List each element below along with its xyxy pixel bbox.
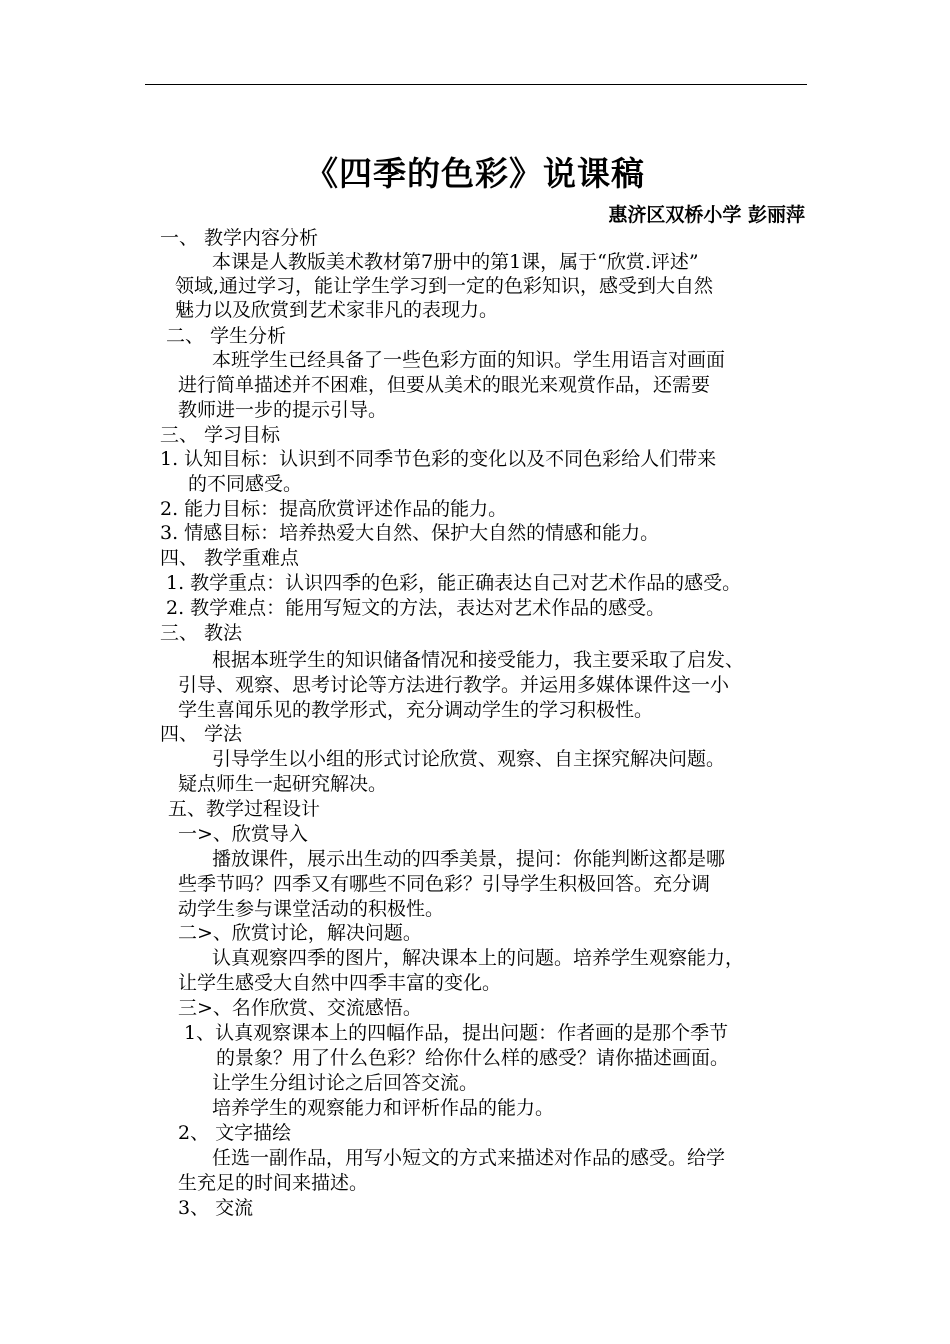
paragraph-line: 播放课件，展示出生动的四季美景，提问：你能判断这都是哪 — [212, 848, 726, 870]
document-title: 《四季的色彩》说课稿 — [305, 154, 645, 193]
author-line: 惠济区双桥小学 彭丽萍 — [608, 204, 805, 226]
paragraph-line: 些季节吗？四季又有哪些不同色彩？引导学生积极回答。充分调 — [178, 873, 711, 895]
paragraph-line: 本课是人教版美术教材第7册中的第1课，属于“欣赏.评述” — [212, 251, 699, 273]
list-item: 1. 教学重点：认识四季的色彩，能正确表达自己对艺术作品的感受。 — [166, 572, 742, 594]
subsection-heading: 三>、名作欣赏、交流感悟。 — [178, 997, 422, 1019]
paragraph-line: 学生喜闻乐见的教学形式，充分调动学生的学习积极性。 — [178, 699, 654, 721]
paragraph-line: 根据本班学生的知识储备情况和接受能力，我主要采取了启发、 — [212, 649, 745, 671]
section-heading: 三、 学习目标 — [160, 424, 281, 446]
paragraph-line: 疑点师生一起研究解决。 — [178, 773, 388, 795]
list-item: 2. 能力目标：提高欣赏评述作品的能力。 — [160, 498, 508, 520]
paragraph-line: 认真观察四季的图片，解决课本上的问题。培养学生观察能力， — [212, 947, 745, 969]
list-item: 2. 教学难点：能用写短文的方法，表达对艺术作品的感受。 — [166, 597, 666, 619]
section-heading: 四、 学法 — [160, 723, 243, 745]
list-item: 2、 文字描绘 — [178, 1122, 292, 1144]
paragraph-line: 让学生感受大自然中四季丰富的变化。 — [178, 972, 502, 994]
subsection-heading: 二>、欣赏讨论，解决问题。 — [178, 922, 422, 944]
paragraph-line: 领域,通过学习，能让学生学习到一定的色彩知识，感受到大自然 — [175, 275, 714, 297]
section-heading: 三、 教法 — [160, 622, 243, 644]
header-rule — [145, 84, 807, 85]
paragraph-line: 本班学生已经具备了一些色彩方面的知识。学生用语言对画面 — [212, 349, 726, 371]
paragraph-line: 的景象？用了什么色彩？给你什么样的感受？请你描述画面。 — [216, 1047, 730, 1069]
section-heading: 二、 学生分析 — [166, 325, 287, 347]
paragraph-line: 培养学生的观察能力和评析作品的能力。 — [212, 1097, 555, 1119]
paragraph-line: 任选一副作品，用写小短文的方式来描述对作品的感受。给学 — [212, 1147, 726, 1169]
list-item: 1. 认知目标：认识到不同季节色彩的变化以及不同色彩给人们带来 — [160, 448, 717, 470]
paragraph-line: 生充足的时间来描述。 — [178, 1172, 369, 1194]
list-item: 1、认真观察课本上的四幅作品，提出问题：作者画的是那个季节 — [184, 1022, 729, 1044]
paragraph-line: 引导、观察、思考讨论等方法进行教学。并运用多媒体课件这一小 — [178, 674, 730, 696]
paragraph-line: 动学生参与课堂活动的积极性。 — [178, 898, 445, 920]
list-item: 3、 交流 — [178, 1197, 254, 1219]
paragraph-line: 引导学生以小组的形式讨论欣赏、观察、自主探究解决问题。 — [212, 748, 726, 770]
section-heading: 四、 教学重难点 — [160, 547, 300, 569]
paragraph-line: 的不同感受。 — [188, 473, 303, 495]
section-heading: 五、教学过程设计 — [168, 798, 321, 820]
paragraph-line: 教师进一步的提示引导。 — [178, 399, 388, 421]
paragraph-line: 让学生分组讨论之后回答交流。 — [212, 1072, 479, 1094]
list-item: 3. 情感目标：培养热爱大自然、保护大自然的情感和能力。 — [160, 522, 660, 544]
paragraph-line: 进行简单描述并不困难，但要从美术的眼光来观赏作品，还需要 — [178, 374, 711, 396]
paragraph-line: 魅力以及欣赏到艺术家非凡的表现力。 — [175, 299, 499, 321]
section-heading: 一、 教学内容分析 — [160, 227, 319, 249]
subsection-heading: 一>、欣赏导入 — [178, 823, 308, 845]
